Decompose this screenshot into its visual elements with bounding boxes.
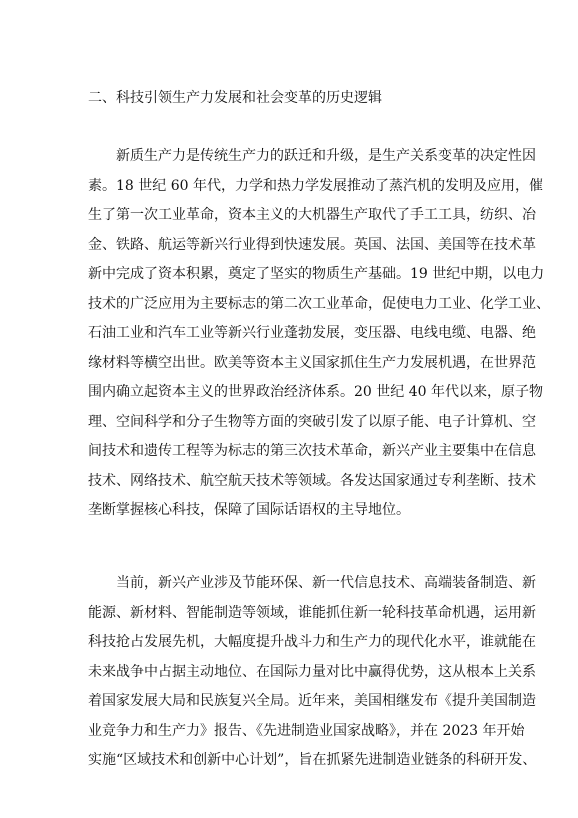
paragraph-line: 理、空间科学和分子生物等方面的突破引发了以原子能、电子计算机、空 <box>88 413 536 430</box>
paragraph-line: 业竞争力和生产力》报告、《先进制造业国家战略》，并在 2023 年开始 <box>88 722 525 739</box>
section-heading: 二、科技引领生产力发展和社会变革的历史逻辑 <box>88 90 382 106</box>
paragraph-line: 生了第一次工业革命，资本主义的大机器生产取代了手工工具，纺织、冶 <box>88 207 536 223</box>
paragraph-line: 实施“区域技术和创新中心计划”，旨在抓紧先进制造业链条的科研开发、 <box>88 752 537 768</box>
paragraph-line: 间技术和遗传工程等为标志的第三次技术革命，新兴产业主要集中在信息 <box>88 443 536 459</box>
paragraph-line: 缘材料等横空出世。欧美等资本主义国家抓住生产力发展机遇，在世界范 <box>88 354 536 371</box>
paragraph-line: 围内确立起资本主义的世界政治经济体系。20 世纪 40 年代以来，原子物 <box>88 384 543 400</box>
paragraph-line: 技术、网络技术、航空航天技术等领域。各发达国家通过专利垄断、技术 <box>88 472 536 489</box>
paragraph-line: 素。18 世纪 60 年代，力学和热力学发展推动了蒸汽机的发明及应用，催 <box>88 177 543 194</box>
paragraph-line: 当前，新兴产业涉及节能环保、新一代信息技术、高端装备制造、新 <box>116 575 536 591</box>
paragraph <box>88 569 537 776</box>
paragraph-line: 金、铁路、航运等新兴行业得到快速发展。英国、法国、美国等在技术革 <box>88 236 536 253</box>
paragraph <box>88 142 550 526</box>
paragraph-line: 技术的广泛应用为主要标志的第二次工业革命，促使电力工业、化学工业、 <box>88 295 550 312</box>
paragraph-line: 石油工业和汽车工业等新兴行业蓬勃发展，变压器、电线电缆、电器、绝 <box>88 325 536 341</box>
paragraph-line: 垄断掌握核心科技，保障了国际话语权的主导地位。 <box>88 502 410 518</box>
paragraph-line: 着国家发展大局和民族复兴全局。近年来，美国相继发布《提升美国制造 <box>88 693 536 709</box>
paragraph-line: 能源、新材料、智能制造等领域，谁能抓住新一轮科技革命机遇，运用新 <box>88 604 536 621</box>
paragraph-line: 新质生产力是传统生产力的跃迁和升级，是生产关系变革的决定性因 <box>116 148 536 164</box>
paragraph-line: 新中完成了资本积累，奠定了坚实的物质生产基础。19 世纪中期，以电力 <box>88 266 545 282</box>
paragraph-line: 科技抢占发展先机，大幅度提升战斗力和生产力的现代化水平，谁就能在 <box>88 634 536 650</box>
paragraph-line: 未来战争中占据主动地位、在国际力量对比中赢得优势，这从根本上关系 <box>88 663 536 680</box>
